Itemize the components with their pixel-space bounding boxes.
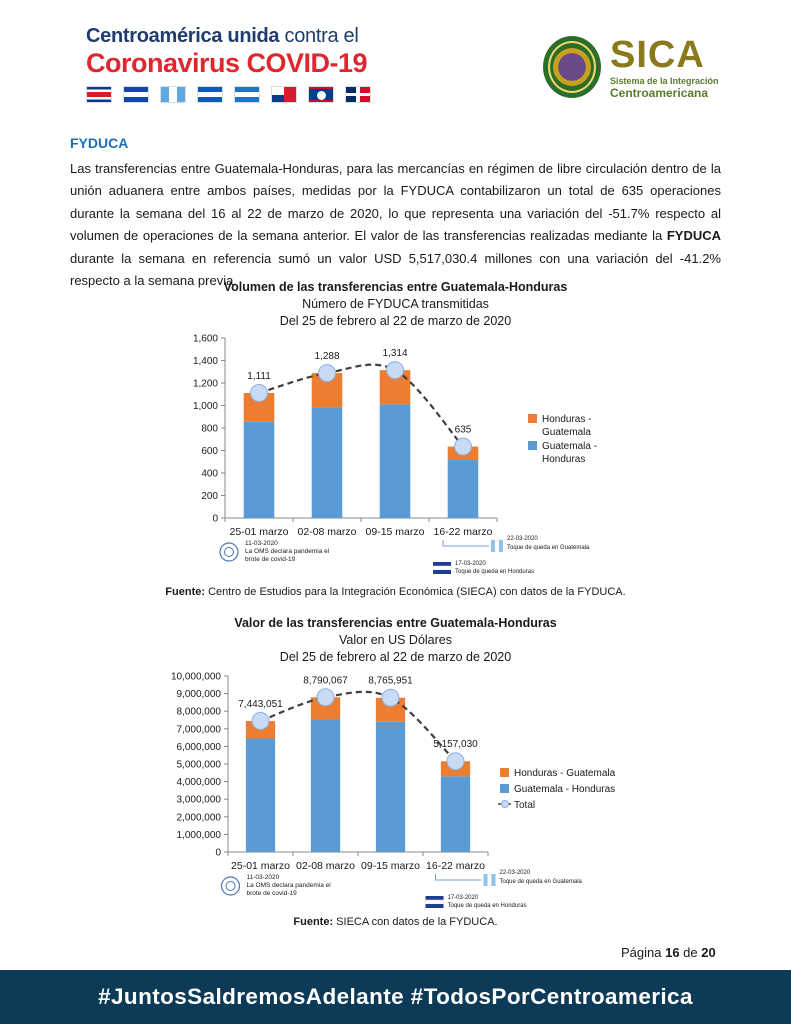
chart2: [0, 668, 791, 918]
y-tick-label: 5,000,000: [176, 759, 221, 771]
y-tick-label: 1,600: [192, 333, 218, 345]
legend-label-line2: Honduras: [542, 454, 586, 465]
total-data-label: 1,288: [314, 351, 340, 363]
bar-guatemala-honduras: [380, 404, 411, 518]
total-data-label: 7,443,051: [238, 699, 283, 711]
sica-subtitle-1: Sistema de la Integración: [610, 76, 719, 86]
guatemala-flag-icon: [491, 540, 495, 552]
el-salvador-flag-icon: [123, 86, 149, 103]
annotation-text: Toque de queda en Guatemala: [507, 545, 590, 551]
annotation-text: Toque de queda en Honduras: [447, 903, 527, 909]
bar-guatemala-honduras: [441, 776, 470, 852]
legend-label: Honduras - Guatemala: [514, 768, 616, 779]
legend-swatch: [500, 784, 509, 793]
paragraph-text-1: Las transferencias entre Guatemala-Honduras, para las mercancías en régimen de libre circulación dentro de la unión aduanera entre ambos países, medidas por la FYDUCA contabilizaron un total de 635 operaciones durante la semana del 16 al 22 de marzo de 2020, lo que representa una variación del -51.7% respecto al volumen de operaciones de la semana anterior. El valor de las transferencias realizadas mediante la: [70, 161, 721, 244]
annotation-text: Toque de queda en Honduras: [455, 569, 535, 575]
y-tick-label: 800: [201, 423, 218, 435]
bar-guatemala-honduras: [312, 407, 343, 518]
annotation-connector: [443, 540, 489, 546]
chart2-source: [0, 916, 791, 928]
y-tick-label: 1,000,000: [176, 829, 221, 841]
legend-swatch: [500, 768, 509, 777]
total-data-label: 8,765,951: [368, 675, 413, 687]
chart1: [0, 330, 791, 585]
annotation-date: 22-03-2020: [507, 536, 538, 542]
source-label: Fuente:: [165, 586, 206, 598]
y-tick-label: 2,000,000: [176, 812, 221, 824]
y-tick-label: 600: [201, 446, 218, 457]
legend-swatch: [528, 441, 537, 450]
total-point: [251, 385, 268, 402]
y-tick-label: 10,000,000: [170, 671, 221, 683]
legend-swatch: [528, 414, 537, 423]
campaign-title: [86, 26, 367, 77]
dominican-republic-flag-icon: [345, 86, 371, 103]
bar-guatemala-honduras: [246, 738, 275, 852]
chart2-subtitle: Valor en US Dólares: [338, 633, 452, 647]
sica-seal-icon: [543, 36, 601, 98]
source-text: SIECA con datos de la FYDUCA.: [333, 916, 498, 928]
total-data-label: 635: [454, 424, 472, 436]
section-title: FYDUCA: [70, 135, 129, 151]
belize-flag-icon: [308, 86, 334, 103]
annotation-text: La OMS declara pandemia el: [246, 882, 331, 889]
total-line: [261, 692, 456, 761]
y-tick-label: 8,000,000: [176, 706, 221, 718]
y-tick-label: 1,000: [192, 401, 218, 412]
page-number: [621, 945, 716, 960]
legend-label-line2: Guatemala: [542, 427, 591, 438]
x-tick-label: 09-15 marzo: [361, 860, 420, 872]
y-tick-label: 6,000,000: [176, 741, 221, 753]
y-tick-label: 0: [215, 847, 221, 859]
campaign-title-line2: Coronavirus COVID-19: [86, 48, 368, 78]
guatemala-flag-icon-mid: [488, 874, 492, 886]
total-point: [317, 689, 334, 706]
panama-flag-icon: [271, 86, 297, 103]
nicaragua-flag-icon: [234, 86, 260, 103]
x-tick-label: 16-22 marzo: [426, 860, 485, 872]
total-point: [319, 365, 336, 382]
annotation-date: 11-03-2020: [245, 540, 278, 547]
honduras-flag-icon: [426, 896, 444, 900]
y-tick-label: 200: [201, 491, 218, 502]
x-tick-label: 02-08 marzo: [297, 526, 357, 538]
chart1-title: Volumen de las transferencias entre Guatemala-Honduras: [223, 280, 568, 294]
chart1-subtitle: Número de FYDUCA transmitidas: [302, 297, 489, 311]
paragraph-bold: FYDUCA: [666, 228, 721, 244]
bar-guatemala-honduras: [448, 460, 479, 518]
paragraph-text-2: durante la semana en referencia sumó un valor USD 5,517,030.4 millones con una variación del -41.2% respecto a la semana previa.: [70, 250, 721, 289]
campaign-title-line1: [86, 26, 367, 46]
campaign-title-light: contra el: [279, 25, 359, 47]
legend-label-line1: Guatemala -: [542, 441, 598, 452]
annotation-text: Toque de queda en Guatemala: [499, 879, 582, 885]
annotation-date: 17-03-2020: [455, 561, 486, 567]
chart2-title: Valor de las transferencias entre Guatemala-Honduras: [234, 616, 557, 630]
legend-label: Guatemala - Honduras: [514, 784, 616, 795]
annotation-text: La OMS declara pandemia el: [245, 548, 330, 555]
y-tick-label: 3,000,000: [176, 794, 221, 806]
total-point: [447, 753, 464, 770]
total-line: [259, 365, 463, 447]
annotation-date: 22-03-2020: [499, 870, 531, 876]
honduras-flag-icon-bottom: [426, 904, 444, 908]
honduras-flag-icon-bottom: [433, 570, 451, 574]
who-icon: [222, 877, 240, 895]
honduras-flag-icon-mid: [433, 566, 451, 570]
chart2-svg: [0, 668, 791, 913]
costa-rica-flag-icon: [86, 86, 112, 103]
x-tick-label: 25-01 marzo: [231, 860, 290, 872]
y-tick-label: 9,000,000: [176, 689, 221, 701]
bar-guatemala-honduras: [376, 722, 405, 852]
chart2-heading: [150, 615, 641, 666]
x-tick-label: 16-22 marzo: [433, 526, 493, 538]
sica-subtitle-2: Centroamericana: [610, 86, 709, 100]
x-tick-label: 25-01 marzo: [229, 526, 289, 538]
chart1-period: Del 25 de febrero al 22 de marzo de 2020: [279, 314, 512, 328]
y-tick-label: 7,000,000: [176, 724, 221, 736]
sica-logo-text: SICA: [610, 34, 705, 76]
chart1-svg: [0, 330, 791, 580]
total-point: [382, 689, 399, 706]
guatemala-flag-icon-right: [499, 540, 503, 552]
annotation-date: 11-03-2020: [246, 874, 280, 881]
guatemala-flag-icon: [160, 86, 186, 103]
chart1-heading: [150, 279, 641, 330]
total-point: [455, 438, 472, 455]
bar-guatemala-honduras: [244, 422, 275, 518]
total-data-label: 1,111: [247, 371, 271, 383]
legend-label: Total: [514, 800, 536, 811]
honduras-flag-icon: [433, 562, 451, 566]
guatemala-flag-icon-mid: [495, 540, 499, 552]
who-icon: [220, 543, 238, 561]
annotation-connector: [436, 874, 482, 880]
honduras-flag-icon: [197, 86, 223, 103]
campaign-title-bold: Centroamérica unida: [86, 25, 280, 47]
y-tick-label: 400: [201, 468, 218, 480]
annotation-date: 17-03-2020: [447, 895, 479, 901]
page-total: 20: [701, 945, 716, 960]
chart2-period: Del 25 de febrero al 22 de marzo de 2020: [279, 650, 512, 664]
source-label: Fuente:: [293, 916, 334, 928]
bar-guatemala-honduras: [311, 719, 340, 852]
honduras-flag-icon-mid: [426, 900, 444, 904]
legend-label-line1: Honduras -: [542, 414, 592, 425]
total-data-label: 8,790,067: [303, 675, 348, 687]
country-flags: [86, 86, 371, 103]
y-tick-label: 4,000,000: [176, 777, 221, 789]
annotation-text: brote de covid-19: [246, 890, 297, 897]
total-point: [387, 362, 404, 379]
footer-banner: [0, 970, 791, 1024]
y-tick-label: 1,400: [192, 356, 218, 367]
guatemala-flag-icon: [484, 874, 488, 886]
footer-hashtags: #JuntosSaldremosAdelante #TodosPorCentroamerica: [98, 984, 693, 1009]
annotation-text: brote de covid-19: [245, 556, 296, 563]
guatemala-flag-icon-right: [492, 874, 496, 886]
y-tick-label: 0: [212, 513, 218, 525]
page-current: 16: [665, 945, 680, 960]
total-data-label: 5,157,030: [433, 739, 478, 751]
chart1-source: [0, 586, 791, 598]
total-data-label: 1,314: [382, 348, 408, 360]
total-point: [252, 713, 269, 730]
y-tick-label: 1,200: [192, 378, 218, 390]
page-middle: de: [679, 945, 702, 960]
x-tick-label: 09-15 marzo: [365, 526, 425, 538]
page-prefix: Página: [621, 945, 666, 960]
x-tick-label: 02-08 marzo: [296, 860, 355, 872]
body-paragraph: [70, 158, 721, 292]
source-text: Centro de Estudios para la Integración Económica (SIECA) con datos de la FYDUCA.: [205, 586, 626, 598]
legend-point-swatch: [502, 801, 509, 808]
